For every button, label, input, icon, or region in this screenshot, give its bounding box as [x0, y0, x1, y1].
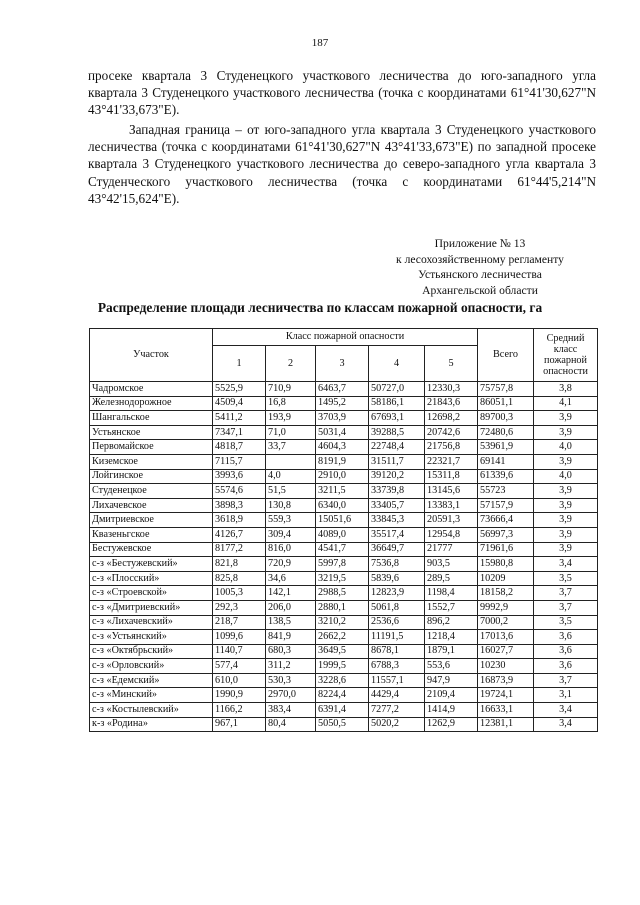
average-cell: 3,7: [534, 673, 598, 688]
site-cell: Первомайское: [90, 440, 213, 455]
class-2-cell: 720,9: [266, 557, 316, 572]
site-cell: с-з «Дмитриевский»: [90, 600, 213, 615]
average-cell: 3,6: [534, 630, 598, 645]
table-row: [90, 659, 598, 674]
paragraph-1: [88, 67, 596, 119]
class-3-cell: 8224,4: [316, 688, 369, 703]
site-cell: с-з «Минский»: [90, 688, 213, 703]
class-1-cell: 967,1: [213, 717, 266, 732]
class-1-cell: 3618,9: [213, 513, 266, 528]
total-cell: 86051,1: [478, 396, 534, 411]
site-cell: с-з «Бестужевский»: [90, 557, 213, 572]
class-4-cell: 2536,6: [369, 615, 425, 630]
site-cell: с-з «Орловский»: [90, 659, 213, 674]
average-cell: 4,0: [534, 469, 598, 484]
table-row: [90, 396, 598, 411]
class-4-cell: 39288,5: [369, 425, 425, 440]
site-cell: Чадромское: [90, 382, 213, 397]
table-row: [90, 382, 598, 397]
class-3-cell: 6463,7: [316, 382, 369, 397]
table-row: [90, 454, 598, 469]
class-4-cell: 58186,1: [369, 396, 425, 411]
total-cell: 55723: [478, 484, 534, 499]
average-cell: 3,7: [534, 586, 598, 601]
table-row: [90, 557, 598, 572]
class-2-cell: 80,4: [266, 717, 316, 732]
table-row: [90, 571, 598, 586]
class-3-cell: 2662,2: [316, 630, 369, 645]
average-cell: 3,9: [534, 425, 598, 440]
page-number: 187: [311, 37, 329, 49]
fire-class-table: [89, 328, 598, 732]
table-body: [90, 382, 598, 732]
total-cell: 15980,8: [478, 557, 534, 572]
class-4-cell: 8678,1: [369, 644, 425, 659]
class-2-cell: 206,0: [266, 600, 316, 615]
header-class-2: 2: [266, 346, 316, 382]
total-cell: 72480,6: [478, 425, 534, 440]
average-cell: 3,9: [534, 498, 598, 513]
site-cell: Лихачевское: [90, 498, 213, 513]
class-1-cell: 8177,2: [213, 542, 266, 557]
class-4-cell: 4429,4: [369, 688, 425, 703]
average-cell: 3,9: [534, 513, 598, 528]
class-1-cell: 4509,4: [213, 396, 266, 411]
total-cell: 7000,2: [478, 615, 534, 630]
class-1-cell: 5411,2: [213, 411, 266, 426]
total-cell: 12381,1: [478, 717, 534, 732]
class-2-cell: 33,7: [266, 440, 316, 455]
class-2-cell: 4,0: [266, 469, 316, 484]
class-5-cell: 12330,3: [425, 382, 478, 397]
site-cell: Железнодорожное: [90, 396, 213, 411]
class-3-cell: 15051,6: [316, 513, 369, 528]
class-1-cell: 821,8: [213, 557, 266, 572]
class-3-cell: 2988,5: [316, 586, 369, 601]
class-2-cell: 2970,0: [266, 688, 316, 703]
class-4-cell: 11191,5: [369, 630, 425, 645]
class-3-cell: 5050,5: [316, 717, 369, 732]
class-3-cell: 3703,9: [316, 411, 369, 426]
total-cell: 69141: [478, 454, 534, 469]
table-row: [90, 703, 598, 718]
class-2-cell: 138,5: [266, 615, 316, 630]
class-2-cell: 530,3: [266, 673, 316, 688]
class-3-cell: 4541,7: [316, 542, 369, 557]
class-5-cell: 553,6: [425, 659, 478, 674]
class-2-cell: 71,0: [266, 425, 316, 440]
class-5-cell: 12698,2: [425, 411, 478, 426]
site-cell: Шангальское: [90, 411, 213, 426]
site-cell: Бестужевское: [90, 542, 213, 557]
class-1-cell: 7347,1: [213, 425, 266, 440]
class-2-cell: 142,1: [266, 586, 316, 601]
total-cell: 16873,9: [478, 673, 534, 688]
appendix-line-2: к лесохозяйственному регламенту: [396, 252, 564, 266]
class-5-cell: 15311,8: [425, 469, 478, 484]
total-cell: 71961,6: [478, 542, 534, 557]
class-3-cell: 4089,0: [316, 527, 369, 542]
class-4-cell: 33405,7: [369, 498, 425, 513]
class-1-cell: 1005,3: [213, 586, 266, 601]
site-cell: с-з «Строевской»: [90, 586, 213, 601]
class-3-cell: 5031,4: [316, 425, 369, 440]
class-5-cell: 1218,4: [425, 630, 478, 645]
class-5-cell: 1414,9: [425, 703, 478, 718]
class-1-cell: 1990,9: [213, 688, 266, 703]
paragraph-2: [88, 121, 596, 207]
table-row: [90, 484, 598, 499]
class-3-cell: 8191,9: [316, 454, 369, 469]
header-class-5: 5: [425, 346, 478, 382]
class-3-cell: 2880,1: [316, 600, 369, 615]
average-cell: 3,7: [534, 600, 598, 615]
class-5-cell: 896,2: [425, 615, 478, 630]
site-cell: Студенецкое: [90, 484, 213, 499]
class-3-cell: 3211,5: [316, 484, 369, 499]
table-row: [90, 644, 598, 659]
average-cell: 4,1: [534, 396, 598, 411]
class-3-cell: 3649,5: [316, 644, 369, 659]
header-site: Участок: [90, 329, 213, 382]
class-1-cell: 292,3: [213, 600, 266, 615]
class-2-cell: 680,3: [266, 644, 316, 659]
class-5-cell: 21756,8: [425, 440, 478, 455]
class-5-cell: 289,5: [425, 571, 478, 586]
appendix-header: [360, 236, 600, 298]
class-2-cell: 130,8: [266, 498, 316, 513]
class-1-cell: 1166,2: [213, 703, 266, 718]
header-class-group: Класс пожарной опасности: [213, 329, 478, 346]
class-1-cell: 1099,6: [213, 630, 266, 645]
class-2-cell: [266, 454, 316, 469]
class-5-cell: 21843,6: [425, 396, 478, 411]
class-4-cell: 11557,1: [369, 673, 425, 688]
total-cell: 19724,1: [478, 688, 534, 703]
site-cell: Устьянское: [90, 425, 213, 440]
class-1-cell: 1140,7: [213, 644, 266, 659]
class-1-cell: 7115,7: [213, 454, 266, 469]
header-class-1: 1: [213, 346, 266, 382]
class-5-cell: 20742,6: [425, 425, 478, 440]
class-5-cell: 21777: [425, 542, 478, 557]
class-2-cell: 193,9: [266, 411, 316, 426]
site-cell: с-з «Плосский»: [90, 571, 213, 586]
total-cell: 17013,6: [478, 630, 534, 645]
table-row: [90, 600, 598, 615]
class-2-cell: 16,8: [266, 396, 316, 411]
appendix-line-4: Архангельской области: [422, 283, 538, 297]
class-1-cell: 3993,6: [213, 469, 266, 484]
table-row: [90, 411, 598, 426]
class-1-cell: 610,0: [213, 673, 266, 688]
class-4-cell: 33739,8: [369, 484, 425, 499]
total-cell: 16027,7: [478, 644, 534, 659]
average-cell: 3,8: [534, 382, 598, 397]
class-2-cell: 559,3: [266, 513, 316, 528]
class-5-cell: 1879,1: [425, 644, 478, 659]
table-row: [90, 527, 598, 542]
class-5-cell: 1262,9: [425, 717, 478, 732]
table-row: [90, 513, 598, 528]
class-1-cell: 4126,7: [213, 527, 266, 542]
class-5-cell: 22321,7: [425, 454, 478, 469]
average-cell: 3,9: [534, 454, 598, 469]
table-row: [90, 440, 598, 455]
class-5-cell: 1552,7: [425, 600, 478, 615]
class-1-cell: 5525,9: [213, 382, 266, 397]
class-2-cell: 311,2: [266, 659, 316, 674]
table-row: [90, 586, 598, 601]
table-title: Распределение площади лесничества по классам пожарной опасности, га: [97, 300, 543, 315]
average-cell: 3,4: [534, 703, 598, 718]
class-1-cell: 825,8: [213, 571, 266, 586]
average-cell: 3,9: [534, 484, 598, 499]
total-cell: 53961,9: [478, 440, 534, 455]
class-4-cell: 5061,8: [369, 600, 425, 615]
total-cell: 61339,6: [478, 469, 534, 484]
average-cell: 3,4: [534, 557, 598, 572]
header-average: Средний класс пожарной опасности: [534, 329, 598, 382]
class-5-cell: 903,5: [425, 557, 478, 572]
average-cell: 3,5: [534, 615, 598, 630]
appendix-line-3: Устьянского лесничества: [418, 268, 542, 282]
class-3-cell: 6391,4: [316, 703, 369, 718]
site-cell: Квазеньгское: [90, 527, 213, 542]
average-cell: 4,0: [534, 440, 598, 455]
class-2-cell: 841,9: [266, 630, 316, 645]
class-3-cell: 3228,6: [316, 673, 369, 688]
table-row: [90, 688, 598, 703]
table-row: [90, 542, 598, 557]
class-3-cell: 1999,5: [316, 659, 369, 674]
class-3-cell: 2910,0: [316, 469, 369, 484]
table-row: [90, 717, 598, 732]
class-1-cell: 218,7: [213, 615, 266, 630]
class-3-cell: 1495,2: [316, 396, 369, 411]
site-cell: Дмитриевское: [90, 513, 213, 528]
average-cell: 3,5: [534, 571, 598, 586]
site-cell: к-з «Родина»: [90, 717, 213, 732]
class-3-cell: 4604,3: [316, 440, 369, 455]
total-cell: 57157,9: [478, 498, 534, 513]
table-row: [90, 615, 598, 630]
class-4-cell: 7536,8: [369, 557, 425, 572]
total-cell: 73666,4: [478, 513, 534, 528]
class-3-cell: 3219,5: [316, 571, 369, 586]
header-class-3: 3: [316, 346, 369, 382]
appendix-line-1: Приложение № 13: [434, 237, 526, 250]
class-4-cell: 67693,1: [369, 411, 425, 426]
table-row: [90, 469, 598, 484]
total-cell: 56997,3: [478, 527, 534, 542]
site-cell: Киземское: [90, 454, 213, 469]
table-row: [90, 673, 598, 688]
table-row: [90, 630, 598, 645]
class-4-cell: 39120,2: [369, 469, 425, 484]
average-cell: 3,9: [534, 411, 598, 426]
average-cell: 3,9: [534, 542, 598, 557]
class-3-cell: 6340,0: [316, 498, 369, 513]
total-cell: 10230: [478, 659, 534, 674]
paragraph-1-text: просеке квартала 3 Студенецкого участкового лесничества до юго-западного угла квартала 3 Студенецкого участкового лесничества (точка с координатами 61°41'30,627"N 43°41'33,673"E).: [88, 68, 596, 118]
class-4-cell: 7277,2: [369, 703, 425, 718]
class-2-cell: 309,4: [266, 527, 316, 542]
class-1-cell: 577,4: [213, 659, 266, 674]
class-2-cell: 710,9: [266, 382, 316, 397]
class-1-cell: 3898,3: [213, 498, 266, 513]
class-5-cell: 20591,3: [425, 513, 478, 528]
average-cell: 3,4: [534, 717, 598, 732]
class-5-cell: 13145,6: [425, 484, 478, 499]
class-4-cell: 36649,7: [369, 542, 425, 557]
class-1-cell: 4818,7: [213, 440, 266, 455]
class-4-cell: 33845,3: [369, 513, 425, 528]
class-3-cell: 5997,8: [316, 557, 369, 572]
table-row: [90, 425, 598, 440]
total-cell: 9992,9: [478, 600, 534, 615]
class-4-cell: 5020,2: [369, 717, 425, 732]
total-cell: 89700,3: [478, 411, 534, 426]
class-2-cell: 51,5: [266, 484, 316, 499]
paragraph-2-text: Западная граница – от юго-западного угла квартала 3 Студенецкого участкового лесничества (точка с координатами 61°41'30,627"N 43°41'33,673"E) по западной просеке квартала 3 Студенецкого участкового лесничества до северо-западного угла квартала 3 Студенческого участкового лесничества (точка с координатами 61°44'5,214"N 43°42'15,624"E).: [88, 122, 596, 206]
site-cell: с-з «Лихачевский»: [90, 615, 213, 630]
class-5-cell: 1198,4: [425, 586, 478, 601]
class-5-cell: 13383,1: [425, 498, 478, 513]
class-4-cell: 31511,7: [369, 454, 425, 469]
class-5-cell: 947,9: [425, 673, 478, 688]
average-cell: 3,1: [534, 688, 598, 703]
class-4-cell: 35517,4: [369, 527, 425, 542]
site-cell: с-з «Костылевский»: [90, 703, 213, 718]
class-4-cell: 12823,9: [369, 586, 425, 601]
header-total: Всего: [478, 329, 534, 382]
site-cell: с-з «Устьянский»: [90, 630, 213, 645]
total-cell: 75757,8: [478, 382, 534, 397]
site-cell: с-з «Октябрьский»: [90, 644, 213, 659]
site-cell: Лойгинское: [90, 469, 213, 484]
class-2-cell: 383,4: [266, 703, 316, 718]
average-cell: 3,6: [534, 644, 598, 659]
class-4-cell: 22748,4: [369, 440, 425, 455]
average-cell: 3,9: [534, 527, 598, 542]
class-4-cell: 50727,0: [369, 382, 425, 397]
total-cell: 16633,1: [478, 703, 534, 718]
class-5-cell: 2109,4: [425, 688, 478, 703]
average-cell: 3,6: [534, 659, 598, 674]
class-4-cell: 6788,3: [369, 659, 425, 674]
class-4-cell: 5839,6: [369, 571, 425, 586]
class-2-cell: 34,6: [266, 571, 316, 586]
total-cell: 18158,2: [478, 586, 534, 601]
table-row: [90, 498, 598, 513]
class-3-cell: 3210,2: [316, 615, 369, 630]
header-class-4: 4: [369, 346, 425, 382]
total-cell: 10209: [478, 571, 534, 586]
site-cell: с-з «Едемский»: [90, 673, 213, 688]
class-5-cell: 12954,8: [425, 527, 478, 542]
class-1-cell: 5574,6: [213, 484, 266, 499]
class-2-cell: 816,0: [266, 542, 316, 557]
